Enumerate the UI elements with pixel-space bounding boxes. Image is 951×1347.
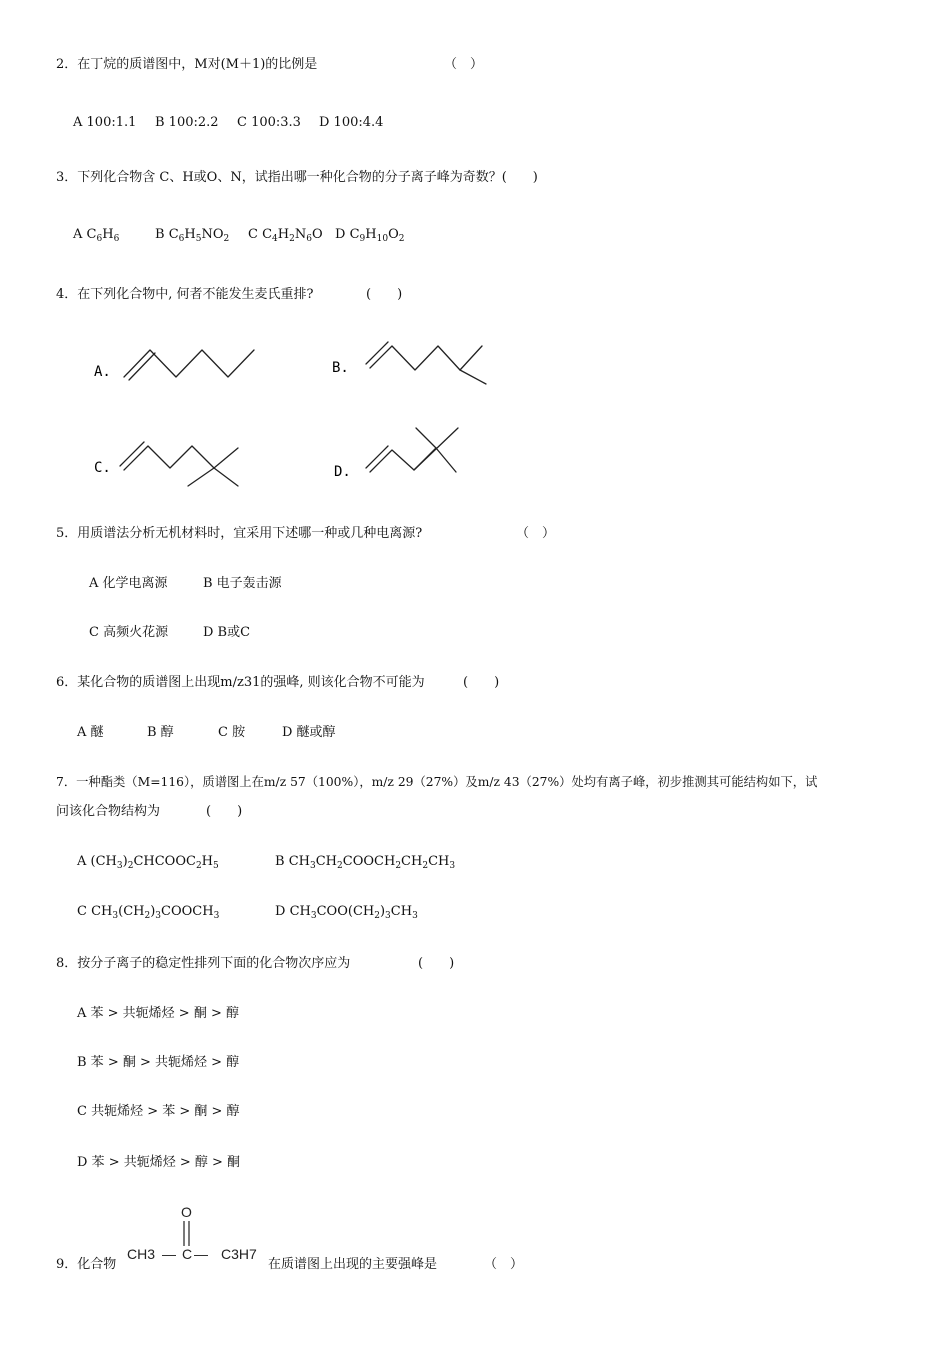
q7-answer-paren: ( )	[206, 804, 243, 819]
q9-double-bond	[184, 1221, 189, 1246]
q9-dash-right: —	[194, 1246, 208, 1262]
q9-stem-after: 在质谱图上出现的主要强峰是	[268, 1257, 438, 1272]
q9-molecule	[125, 1202, 265, 1274]
q5-answer-paren: （ ）	[516, 526, 556, 541]
q9-left-group: CH3	[127, 1246, 156, 1262]
q2-stem: 2．在丁烷的质谱图中，M对(M＋1)的比例是	[56, 57, 318, 72]
q7-stem-line-1: 7．一种酯类（M=116），质谱图上在m/z 57（100%），m/z 29（27%）及m/z 43（27%）处均有离子峰，初步推测其可能结构如下，试	[56, 775, 818, 789]
q4-stem: 4．在下列化合物中, 何者不能发生麦氏重排?	[56, 287, 314, 302]
q7-option-d: D $CH_3COO(CH_2)_3CH_3$	[275, 904, 418, 921]
q6-answer-paren: ( )	[463, 675, 500, 690]
q2-option-b: B 100:2.2	[155, 115, 219, 130]
q9-dash-left: —	[162, 1246, 176, 1262]
q2-answer-paren: （ ）	[444, 57, 484, 72]
q3-option-a: A $C_6H_6$	[73, 227, 120, 244]
structure-c-skeleton	[120, 442, 238, 486]
q2-option-a: A 100:1.1	[73, 115, 137, 130]
q4-skeletal-structures	[72, 330, 510, 498]
q3-option-b: B $C_6H_5NO_2$	[155, 227, 230, 244]
q8-option-c: C 共轭烯烃 > 苯 > 酮 > 醇	[77, 1104, 240, 1119]
q6-option-a: A 醚	[77, 725, 104, 740]
q7-stem-line-2: 问该化合物结构为	[56, 804, 161, 819]
q9-oxygen: O	[181, 1204, 192, 1220]
q8-option-b: B 苯 > 酮 > 共轭烯烃 > 醇	[77, 1055, 240, 1070]
q7-option-a: A $(CH_3)_2CHCOOC_2H_5$	[77, 854, 219, 871]
q5-option-a: A 化学电离源	[89, 576, 168, 591]
structure-c-label: C.	[94, 460, 111, 476]
q4-answer-paren: ( )	[366, 287, 403, 302]
q8-option-a: A 苯 > 共轭烯烃 > 酮 > 醇	[77, 1006, 239, 1021]
q9-right-group: C3H7	[221, 1246, 257, 1262]
q5-stem: 5．用质谱法分析无机材料时，宜采用下述哪一种或几种电离源?	[56, 526, 423, 541]
q3-option-c: C $C_4H_2N_6O$	[248, 227, 323, 244]
q5-option-c: C 高频火花源	[89, 625, 169, 640]
q3-option-d: D $C_9H_{10}O_2$	[335, 227, 405, 244]
q8-option-d: D 苯 > 共轭烯烃 > 醇 > 酮	[77, 1155, 241, 1170]
q5-option-d: D B或C	[203, 625, 251, 640]
q7-option-c: C $CH_3(CH_2)_3COOCH_3$	[77, 904, 220, 921]
q2-option-c: C 100:3.3	[237, 115, 301, 130]
q6-option-d: D 醚或醇	[282, 725, 336, 740]
q9-stem-before: 9．化合物	[56, 1257, 117, 1272]
structure-d-skeleton	[366, 428, 458, 472]
q5-option-b: B 电子轰击源	[203, 576, 282, 591]
q3-stem: 3．下列化合物含 C、H或O、N，试指出哪一种化合物的分子离子峰为奇数？( )	[56, 170, 538, 185]
q9-molecule-drawing	[125, 1202, 265, 1274]
q6-option-b: B 醇	[147, 725, 174, 740]
q7-option-b: B $CH_3CH_2COOCH_2CH_2CH_3$	[275, 854, 456, 871]
structure-b-label: B.	[332, 360, 349, 376]
q4-structures-figure	[72, 330, 510, 498]
structure-a-label: A.	[94, 364, 111, 380]
q8-stem: 8．按分子离子的稳定性排列下面的化合物次序应为	[56, 956, 351, 971]
q8-answer-paren: ( )	[418, 956, 455, 971]
q9-carbonyl-carbon: C	[182, 1246, 193, 1262]
q6-stem: 6．某化合物的质谱图上出现m/z31的强峰, 则该化合物不可能为	[56, 675, 425, 690]
structure-b-skeleton	[366, 342, 486, 384]
structure-a-skeleton	[124, 350, 254, 380]
structure-d-label: D.	[334, 464, 351, 480]
q6-option-c: C 胺	[218, 725, 246, 740]
q9-answer-paren: （ ）	[484, 1257, 524, 1272]
q2-option-d: D 100:4.4	[319, 115, 384, 130]
